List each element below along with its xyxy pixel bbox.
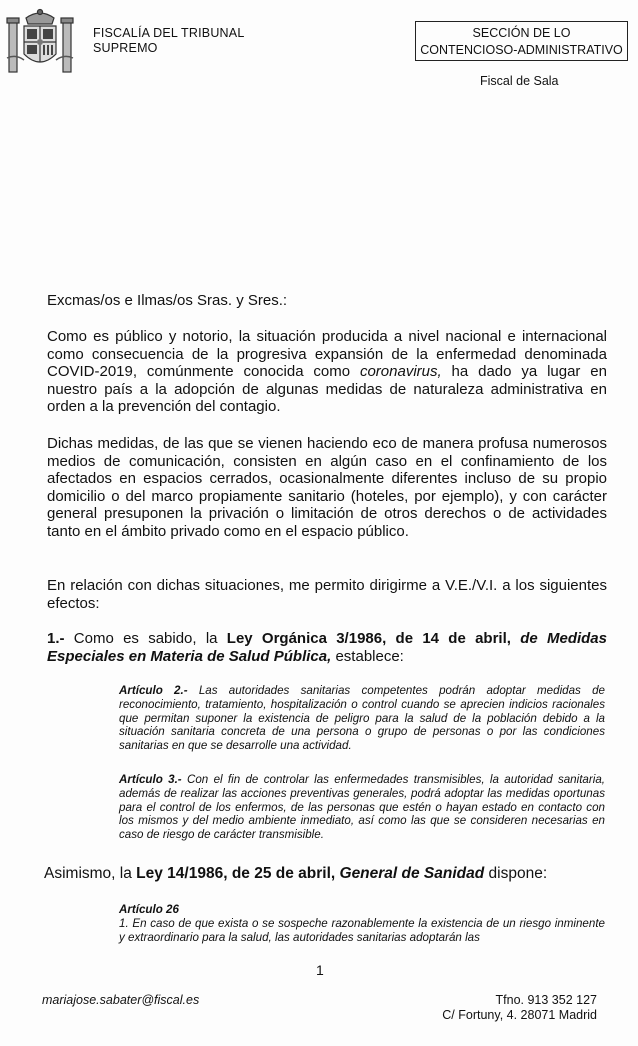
p1-text-b: ha dado ya lugar en nuestro país a la adopción de algunas medidas de naturaleza administrativa en orden a la prevención del contagio. [47,363,607,416]
p1-text-a: Como es público y notorio, la situación producida a nivel nacional e internacional como consecuencia de la progresiva expansión de la enfermedad denominada COVID-2019, comúnmente conocida como [47,328,607,381]
paragraph-4 [44,865,604,883]
article-3-quote [119,773,605,842]
point1-number: 1.- [47,630,65,647]
coat-of-arms-logo [6,6,74,76]
art2-text: Las autoridades sanitarias competentes podrán adoptar medidas de reconocimiento, tratamiento, hospitalización o control cuando se aprecien indicios racionales que permitan suponer la existencia de peligro para la salud de la población debido a la situación sanitaria concreta de una persona o grupo de personas o por las condiciones sanitarias en que se desarrolle una actividad. [119,684,605,753]
issuer-name [93,26,244,56]
issuer-line1: FISCALÍA DEL TRIBUNAL [93,26,245,40]
section-box [415,21,628,61]
p1-italic: coronavirus, [359,363,442,381]
art2-label: Artículo 2.- [119,684,188,697]
p4-text-b: dispone: [484,865,548,882]
p4-law: Ley 14/1986, de 25 de abril, [136,865,336,882]
section-line1: SECCIÓN DE LO [472,26,571,40]
point1-law: Ley Orgánica 3/1986, de 14 de abril, [226,630,511,647]
art3-label: Artículo 3.- [119,773,182,786]
issuer-line2: SUPREMO [93,41,158,55]
paragraph-3: En relación con dichas situaciones, me permito dirigirme a V.E./V.I. a los siguientes efectos: [47,577,607,612]
contact-info [420,993,597,1023]
phone: Tfno. 913 352 127 [495,993,597,1007]
page-number: 1 [316,962,324,978]
point1-law-title: de Medidas Especiales en Materia de Salud Pública, [47,630,607,665]
article-26-quote [119,903,605,944]
art26-label: Artículo 26 [119,903,179,916]
salutation: Excmas/os e Ilmas/os Sras. y Sres.: [47,292,288,309]
point1-text-b: establece: [331,647,404,665]
article-2-quote [119,684,605,753]
paragraph-1 [47,328,607,416]
point-1 [47,630,607,665]
email-link[interactable]: mariajose.sabater@fiscal.es [42,993,200,1007]
art3-text: Con el fin de controlar las enfermedades transmisibles, la autoridad sanitaria, además de realizar las acciones preventivas generales, podrá adoptar las medidas oportunas para el control de los enfermos, de las personas que estén o hayan estado en contacto con los mismos y del medio ambiente inmediato, así como las que se consideren necesarias en caso de riesgo de carácter transmisible. [119,773,605,842]
p4-text-a: Asimismo, la [44,865,137,882]
address: C/ Fortuny, 4. 28071 Madrid [442,1008,597,1022]
p4-law-title: General de Sanidad [335,865,485,882]
paragraph-2: Dichas medidas, de las que se vienen haciendo eco de manera profusa numerosos medios de comunicación, consisten en algún caso en el confinamiento de los afectados en espacios cerrados, ocasionalmente diferentes incluso de su propio domicilio o del marco propiamente sanitario (hoteles, por ejemplo), y con carácter general presuponen la privación o limitación de otros derechos o de actividades tanto en el ámbito privado como en el espacio público. [47,435,607,540]
subtitle: Fiscal de Sala [480,74,559,88]
art26-text: 1. En caso de que exista o se sospeche razonablemente la existencia de un riesgo inminente y extraordinario para la salud, las autoridades sanitarias adoptarán las [119,916,605,944]
section-line2: CONTENCIOSO-ADMINISTRATIVO [420,43,623,57]
point1-text-a: Como es sabido, la [64,630,227,647]
